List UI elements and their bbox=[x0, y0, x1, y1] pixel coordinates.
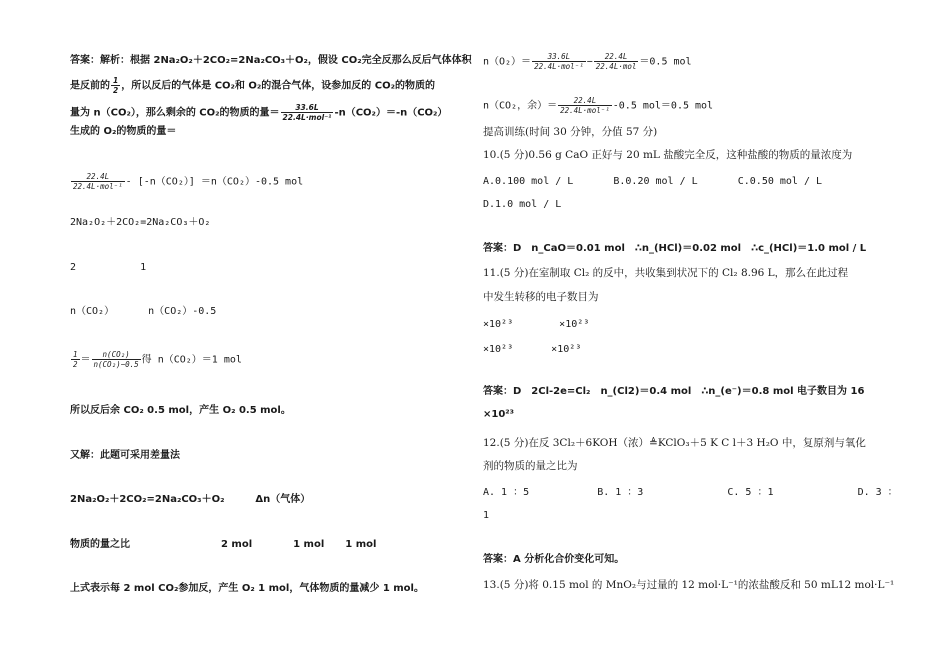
reaction-equation: 2Na₂O₂＋2CO₂=2Na₂CO₃＋O₂ bbox=[70, 217, 211, 228]
amount-a: n（CO₂） bbox=[70, 306, 115, 317]
numerator: 33.6L bbox=[295, 103, 319, 112]
numerator: 22.4L bbox=[573, 96, 597, 105]
text: ＝0.5 mol bbox=[639, 56, 692, 68]
equation: 2Na₂O₂＋2CO₂=2Na₂CO₃＋O₂ bbox=[70, 494, 225, 505]
label: 物质的量之比 bbox=[70, 539, 130, 550]
denominator: 22.4L·mol⁻¹ bbox=[534, 62, 584, 71]
numerator: 22.4L bbox=[604, 52, 628, 61]
conclusion-line: 所以反后余 CO₂ 0.5 mol，产生 O₂ 0.5 mol。 bbox=[70, 405, 291, 416]
equals: ＝ bbox=[80, 354, 91, 366]
equation-line-5 bbox=[70, 172, 303, 191]
q10-options-row1 bbox=[483, 175, 822, 189]
q10-option-d: D.1.0 mol / L bbox=[483, 199, 562, 210]
option-a: A. 1 ：5 bbox=[483, 487, 530, 498]
q12-answer: 答案：A 分析化合价变化可知。 bbox=[483, 554, 625, 565]
option-b: B. 1 ：3 bbox=[597, 487, 644, 498]
text: n（O₂）＝ bbox=[483, 56, 532, 68]
diff-equation bbox=[70, 493, 310, 507]
answer-line-2 bbox=[70, 76, 435, 95]
denominator: n(CO₂)−0.5 bbox=[93, 360, 139, 369]
fraction bbox=[92, 350, 141, 369]
text: - [-n（CO₂）] ＝n（CO₂）-0.5 mol bbox=[125, 176, 304, 188]
fraction bbox=[71, 172, 125, 191]
numerator: n(CO₂) bbox=[102, 350, 130, 359]
answer-line-1: 答案：解析：根据 2Na₂O₂＋2CO₂=2Na₂CO₃＋O₂，假设 CO₂完全反那么反后气体体积 bbox=[70, 55, 472, 66]
text: 是反前的 bbox=[70, 80, 110, 92]
numerator: 33.6L bbox=[547, 52, 571, 61]
question-13: 13.(5 分)将 0.15 mol 的 MnO₂与过量的 12 mol·L⁻¹的浓盐酸反和 50 mL12 mol·L⁻¹ bbox=[483, 579, 895, 591]
coef-b: 1 bbox=[140, 262, 147, 273]
question-11-cont: 中发生转移的电子数目为 bbox=[483, 291, 599, 303]
fraction bbox=[281, 103, 334, 122]
option-c: C. 5 ：1 bbox=[727, 487, 774, 498]
value-1: 2 mol bbox=[220, 539, 253, 550]
q10-answer: 答案：D n_CaO＝0.01 mol ∴n_(HCl)＝0.02 mol ∴c_(HCl)＝1.0 mol / L bbox=[483, 243, 867, 254]
q11-answer: 答案：D 2Cl-2e=Cl₂ n_(Cl2)＝0.4 mol ∴n_(e⁻)＝0.8 mol 电子数目为 16 bbox=[483, 386, 865, 397]
text: 得 n（CO₂）＝1 mol bbox=[141, 354, 242, 366]
training-heading: 提高训练(时间 30 分钟，分值 57 分) bbox=[483, 126, 658, 138]
option-d: ×10²³ bbox=[551, 344, 582, 355]
denominator: 22.4L·mol⁻¹ bbox=[282, 113, 332, 122]
option-d: D. 3 ： bbox=[857, 487, 898, 498]
summary-line: 上式表示每 2 mol CO₂参加反，产生 O₂ 1 mol，气体物质的量减少 1 mol。 bbox=[70, 583, 424, 594]
option-a: ×10²³ bbox=[483, 319, 514, 330]
mole-ratio-line bbox=[70, 538, 376, 552]
numerator: 22.4L bbox=[86, 172, 110, 181]
option-c: C.0.50 mol / L bbox=[737, 176, 823, 187]
co2-remaining-line bbox=[483, 96, 713, 115]
value-2: 1 mol bbox=[293, 539, 325, 550]
denominator: 2 bbox=[73, 360, 78, 369]
q11-answer-cont: ×10²³ bbox=[483, 409, 515, 420]
denominator: 22.4L·mol⁻¹ bbox=[560, 106, 610, 115]
coef-a: 2 bbox=[70, 262, 77, 273]
delta-n: Δn（气体） bbox=[255, 494, 311, 505]
ratio-line bbox=[70, 261, 146, 275]
text: n（CO₂，余）＝ bbox=[483, 100, 558, 112]
denominator: 22.4L·mol bbox=[595, 62, 637, 71]
value-3: 1 mol bbox=[345, 539, 377, 550]
o2-calc-line bbox=[483, 52, 692, 71]
fraction bbox=[594, 52, 639, 71]
text: -0.5 mol＝0.5 mol bbox=[612, 100, 714, 112]
amount-line bbox=[70, 305, 216, 319]
q12-option-d-cont: 1 bbox=[483, 510, 490, 521]
answer-line-3 bbox=[70, 103, 447, 122]
option-b: ×10²³ bbox=[559, 319, 590, 330]
proportion-line bbox=[70, 350, 242, 369]
fraction bbox=[532, 52, 586, 71]
option-c: ×10²³ bbox=[483, 344, 514, 355]
q11-options-row1 bbox=[483, 318, 589, 332]
numerator: 1 bbox=[113, 76, 119, 85]
question-12: 12.(5 分)在反 3Cl₂＋6KOH（浓）≜KClO₃＋5 K C l＋3 H₂O 中，复原剂与氧化 bbox=[483, 437, 866, 449]
alt-solution-heading: 又解：此题可采用差量法 bbox=[70, 450, 180, 461]
q11-options-row2 bbox=[483, 343, 581, 357]
numerator: 1 bbox=[73, 350, 78, 359]
denominator: 22.4L·mol⁻¹ bbox=[73, 182, 123, 191]
question-11: 11.(5 分)在室制取 Cl₂ 的反中，共收集到状况下的 Cl₂ 8.96 L，那么在此过程 bbox=[483, 267, 849, 279]
text: 量为 n（CO₂），那么剩余的 CO₂的物质的量＝ bbox=[70, 107, 280, 119]
question-12-cont: 剂的物质的量之比为 bbox=[483, 460, 578, 472]
answer-line-4: 生成的 O₂的物质的量＝ bbox=[70, 126, 177, 137]
option-a: A.0.100 mol / L bbox=[483, 176, 574, 187]
question-10: 10.(5 分)0.56 g CaO 正好与 20 mL 盐酸完全反，这种盐酸的物质的量浓度为 bbox=[483, 149, 853, 161]
q12-options bbox=[483, 486, 898, 500]
option-b: B.0.20 mol / L bbox=[613, 176, 698, 187]
fraction bbox=[71, 350, 80, 369]
minus: − bbox=[586, 56, 593, 68]
fraction bbox=[111, 76, 120, 95]
denominator: 2 bbox=[113, 86, 119, 95]
fraction bbox=[558, 96, 612, 115]
text: -n（CO₂）＝-n（CO₂） bbox=[334, 107, 448, 119]
text: ，所以反后的气体是 CO₂和 O₂的混合气体，设参加反的 CO₂的物质的 bbox=[121, 80, 435, 92]
amount-b: n（CO₂）-0.5 bbox=[148, 306, 217, 317]
